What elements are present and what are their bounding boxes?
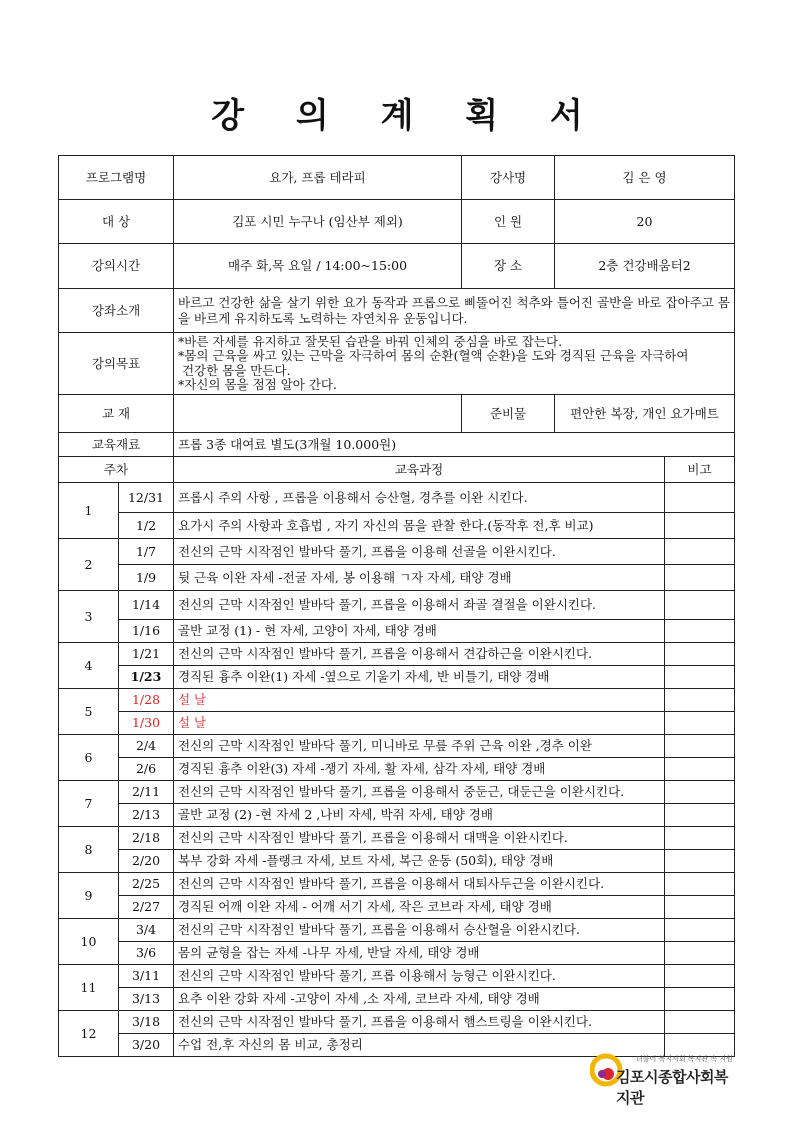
session-note [665, 620, 735, 643]
week-number: 10 [59, 919, 119, 965]
session-content: 골반 교정 (1) - 현 자세, 고양이 자세, 태양 경배 [174, 620, 665, 643]
session-date: 3/18 [119, 1011, 174, 1034]
week-number: 4 [59, 643, 119, 689]
schedule-row [59, 804, 735, 827]
place-value: 2층 건강배움터2 [555, 244, 735, 289]
week-number: 9 [59, 873, 119, 919]
schedule-body [59, 483, 735, 1057]
session-content: 수업 전,후 자신의 몸 비교, 총정리 [174, 1034, 665, 1057]
schedule-row [59, 689, 735, 712]
schedule-row [59, 643, 735, 666]
session-note [665, 850, 735, 873]
prep-label: 준비물 [462, 395, 555, 433]
header-note: 비고 [665, 457, 735, 483]
program-label: 프로그램명 [59, 156, 174, 200]
session-date: 12/31 [119, 483, 174, 513]
session-note [665, 666, 735, 689]
schedule-row [59, 781, 735, 804]
textbook-value [174, 395, 462, 433]
session-content: 전신의 근막 시작점인 발바닥 풀기, 프롭을 이용해서 좌골 결절을 이완시킨다. [174, 591, 665, 620]
logo-slogan: 더불어 복지사회 복지관 속 지원 [636, 1055, 733, 1063]
session-date: 1/30 [119, 712, 174, 735]
week-number: 1 [59, 483, 119, 539]
session-note [665, 565, 735, 591]
session-content: 전신의 근막 시작점인 발바닥 풀기, 프롭을 이용해서 햄스트링을 이완시킨다. [174, 1011, 665, 1034]
instructor-value: 김 은 영 [555, 156, 735, 200]
session-content: 전신의 근막 시작점인 발바닥 풀기, 프롭을 이용해서 대맥을 이완시킨다. [174, 827, 665, 850]
session-date: 2/20 [119, 850, 174, 873]
organization-logo [590, 1048, 740, 1107]
session-date: 2/11 [119, 781, 174, 804]
session-date: 1/21 [119, 643, 174, 666]
material-label: 교육재료 [59, 433, 174, 457]
count-value: 20 [555, 200, 735, 244]
schedule-row [59, 712, 735, 735]
schedule-row [59, 539, 735, 565]
session-note [665, 591, 735, 620]
session-note [665, 919, 735, 942]
place-label: 장 소 [462, 244, 555, 289]
session-date: 1/23 [119, 666, 174, 689]
schedule-row [59, 919, 735, 942]
session-content: 전신의 근막 시작점인 발바닥 풀기, 프롭을 이용해서 승산혈을 이완시킨다. [174, 919, 665, 942]
session-date: 2/27 [119, 896, 174, 919]
schedule-row [59, 965, 735, 988]
session-content: 설 날 [174, 712, 665, 735]
session-note [665, 942, 735, 965]
week-number: 12 [59, 1011, 119, 1057]
session-content: 전신의 근막 시작점인 발바닥 풀기, 프롭 이용해서 능형근 이완시킨다. [174, 965, 665, 988]
session-content: 요추 이완 강화 자세 -고양이 자세 ,소 자세, 코브라 자세, 태양 경배 [174, 988, 665, 1011]
week-number: 5 [59, 689, 119, 735]
session-date: 3/13 [119, 988, 174, 1011]
session-date: 1/9 [119, 565, 174, 591]
week-number: 8 [59, 827, 119, 873]
schedule-row [59, 1011, 735, 1034]
schedule-row [59, 565, 735, 591]
week-number: 6 [59, 735, 119, 781]
schedule-row [59, 988, 735, 1011]
session-date: 3/4 [119, 919, 174, 942]
session-date: 1/28 [119, 689, 174, 712]
target-label: 대 상 [59, 200, 174, 244]
schedule-row [59, 896, 735, 919]
week-number: 2 [59, 539, 119, 591]
session-content: 몸의 균형을 잡는 자세 -나무 자세, 반달 자세, 태양 경배 [174, 942, 665, 965]
session-content: 설 날 [174, 689, 665, 712]
goal-label: 강의목표 [59, 333, 174, 395]
header-course: 교육과정 [174, 457, 665, 483]
schedule-row [59, 666, 735, 689]
session-note [665, 513, 735, 539]
session-note [665, 781, 735, 804]
session-content: 프롭시 주의 사항 , 프롭을 이용해서 승산혈, 경추를 이완 시킨다. [174, 483, 665, 513]
session-content: 뒷 근육 이완 자세 -전굴 자세, 봉 이용해 ㄱ자 자세, 태양 경배 [174, 565, 665, 591]
intro-value: 바르고 건강한 삶을 살기 위한 요가 동작과 프롭으로 삐뚤어진 척추와 틀어진 골반을 바로 잡아주고 몸을 바르게 유지하도록 노력하는 자연치유 운동입니다. [174, 289, 735, 333]
session-date: 2/18 [119, 827, 174, 850]
session-content: 전신의 근막 시작점인 발바닥 풀기, 프롭을 이용해 선골을 이완시킨다. [174, 539, 665, 565]
session-note [665, 539, 735, 565]
target-value: 김포 시민 누구나 (임산부 제외) [174, 200, 462, 244]
material-value: 프롭 3종 대여료 별도(3개월 10.000원) [174, 433, 735, 457]
schedule-row [59, 513, 735, 539]
goal-line: *바른 자세를 유지하고 잘못된 습관을 바꿔 인체의 중심을 바로 잡는다. [178, 333, 563, 349]
program-value: 요가, 프롭 테라피 [174, 156, 462, 200]
session-content: 전신의 근막 시작점인 발바닥 풀기, 프롭을 이용해서 중둔근, 대둔근을 이완시킨다. [174, 781, 665, 804]
session-note [665, 483, 735, 513]
schedule-row [59, 827, 735, 850]
schedule-row [59, 850, 735, 873]
intro-label: 강좌소개 [59, 289, 174, 333]
time-label: 강의시간 [59, 244, 174, 289]
session-note [665, 965, 735, 988]
session-note [665, 896, 735, 919]
week-number: 3 [59, 591, 119, 643]
lecture-info-table [58, 155, 735, 457]
session-date: 3/11 [119, 965, 174, 988]
session-content: 복부 강화 자세 -플랭크 자세, 보트 자세, 복근 운동 (50회), 태양 경배 [174, 850, 665, 873]
session-content: 요가시 주의 사항과 호흡법 , 자기 자신의 몸을 관찰 한다.(동작후 전,후 비교) [174, 513, 665, 539]
session-note [665, 643, 735, 666]
textbook-label: 교 재 [59, 395, 174, 433]
count-label: 인 원 [462, 200, 555, 244]
instructor-label: 강사명 [462, 156, 555, 200]
session-note [665, 712, 735, 735]
goal-value [174, 333, 735, 395]
schedule-row [59, 942, 735, 965]
goal-line: *몸의 근육을 싸고 있는 근막을 자극하여 몸의 순환(혈액 순환)을 도와 경직된 근육을 자극하여 [178, 348, 689, 363]
session-note [665, 827, 735, 850]
session-content: 골반 교정 (2) -현 자세 2 ,나비 자세, 박쥐 자세, 태양 경배 [174, 804, 665, 827]
session-note [665, 758, 735, 781]
session-note [665, 689, 735, 712]
prep-value: 편안한 복장, 개인 요가매트 [555, 395, 735, 433]
session-date: 1/7 [119, 539, 174, 565]
session-date: 1/2 [119, 513, 174, 539]
session-date: 3/6 [119, 942, 174, 965]
schedule-row [59, 758, 735, 781]
goal-line: *자신의 몸을 점점 알아 간다. [178, 377, 337, 392]
schedule-row [59, 873, 735, 896]
week-number: 7 [59, 781, 119, 827]
schedule-row [59, 620, 735, 643]
session-note [665, 988, 735, 1011]
session-date: 1/14 [119, 591, 174, 620]
session-content: 전신의 근막 시작점인 발바닥 풀기, 프롭을 이용해서 견갑하근을 이완시킨다. [174, 643, 665, 666]
session-content: 경직된 흉추 이완(1) 자세 -옆으로 기울기 자세, 반 비틀기, 태양 경배 [174, 666, 665, 689]
session-date: 2/25 [119, 873, 174, 896]
week-number: 11 [59, 965, 119, 1011]
session-date: 3/20 [119, 1034, 174, 1057]
session-date: 2/6 [119, 758, 174, 781]
time-value: 매주 화,목 요일 / 14:00~15:00 [174, 244, 462, 289]
schedule-row [59, 483, 735, 513]
session-content: 경직된 흉추 이완(3) 자세 -쟁기 자세, 활 자세, 삼각 자세, 태양 경배 [174, 758, 665, 781]
session-content: 전신의 근막 시작점인 발바닥 풀기, 미니바로 무릎 주위 근육 이완 ,경추 이완 [174, 735, 665, 758]
session-date: 2/4 [119, 735, 174, 758]
header-week: 주차 [59, 457, 174, 483]
session-date: 1/16 [119, 620, 174, 643]
session-note [665, 873, 735, 896]
session-content: 전신의 근막 시작점인 발바닥 풀기, 프롭을 이용해서 대퇴사두근을 이완시킨다. [174, 873, 665, 896]
schedule-row [59, 735, 735, 758]
session-content: 경직된 어깨 이완 자세 - 어깨 서기 자세, 작은 코브라 자세, 태양 경배 [174, 896, 665, 919]
logo-name: 김포시종합사회복지관 [616, 1068, 728, 1107]
session-note [665, 735, 735, 758]
schedule-table [58, 456, 735, 1057]
goal-line: 건강한 몸을 만든다. [178, 362, 291, 378]
schedule-row [59, 591, 735, 620]
page-title: 강 의 계 획 서 [211, 96, 603, 136]
session-note [665, 1011, 735, 1034]
session-date: 2/13 [119, 804, 174, 827]
session-note [665, 804, 735, 827]
